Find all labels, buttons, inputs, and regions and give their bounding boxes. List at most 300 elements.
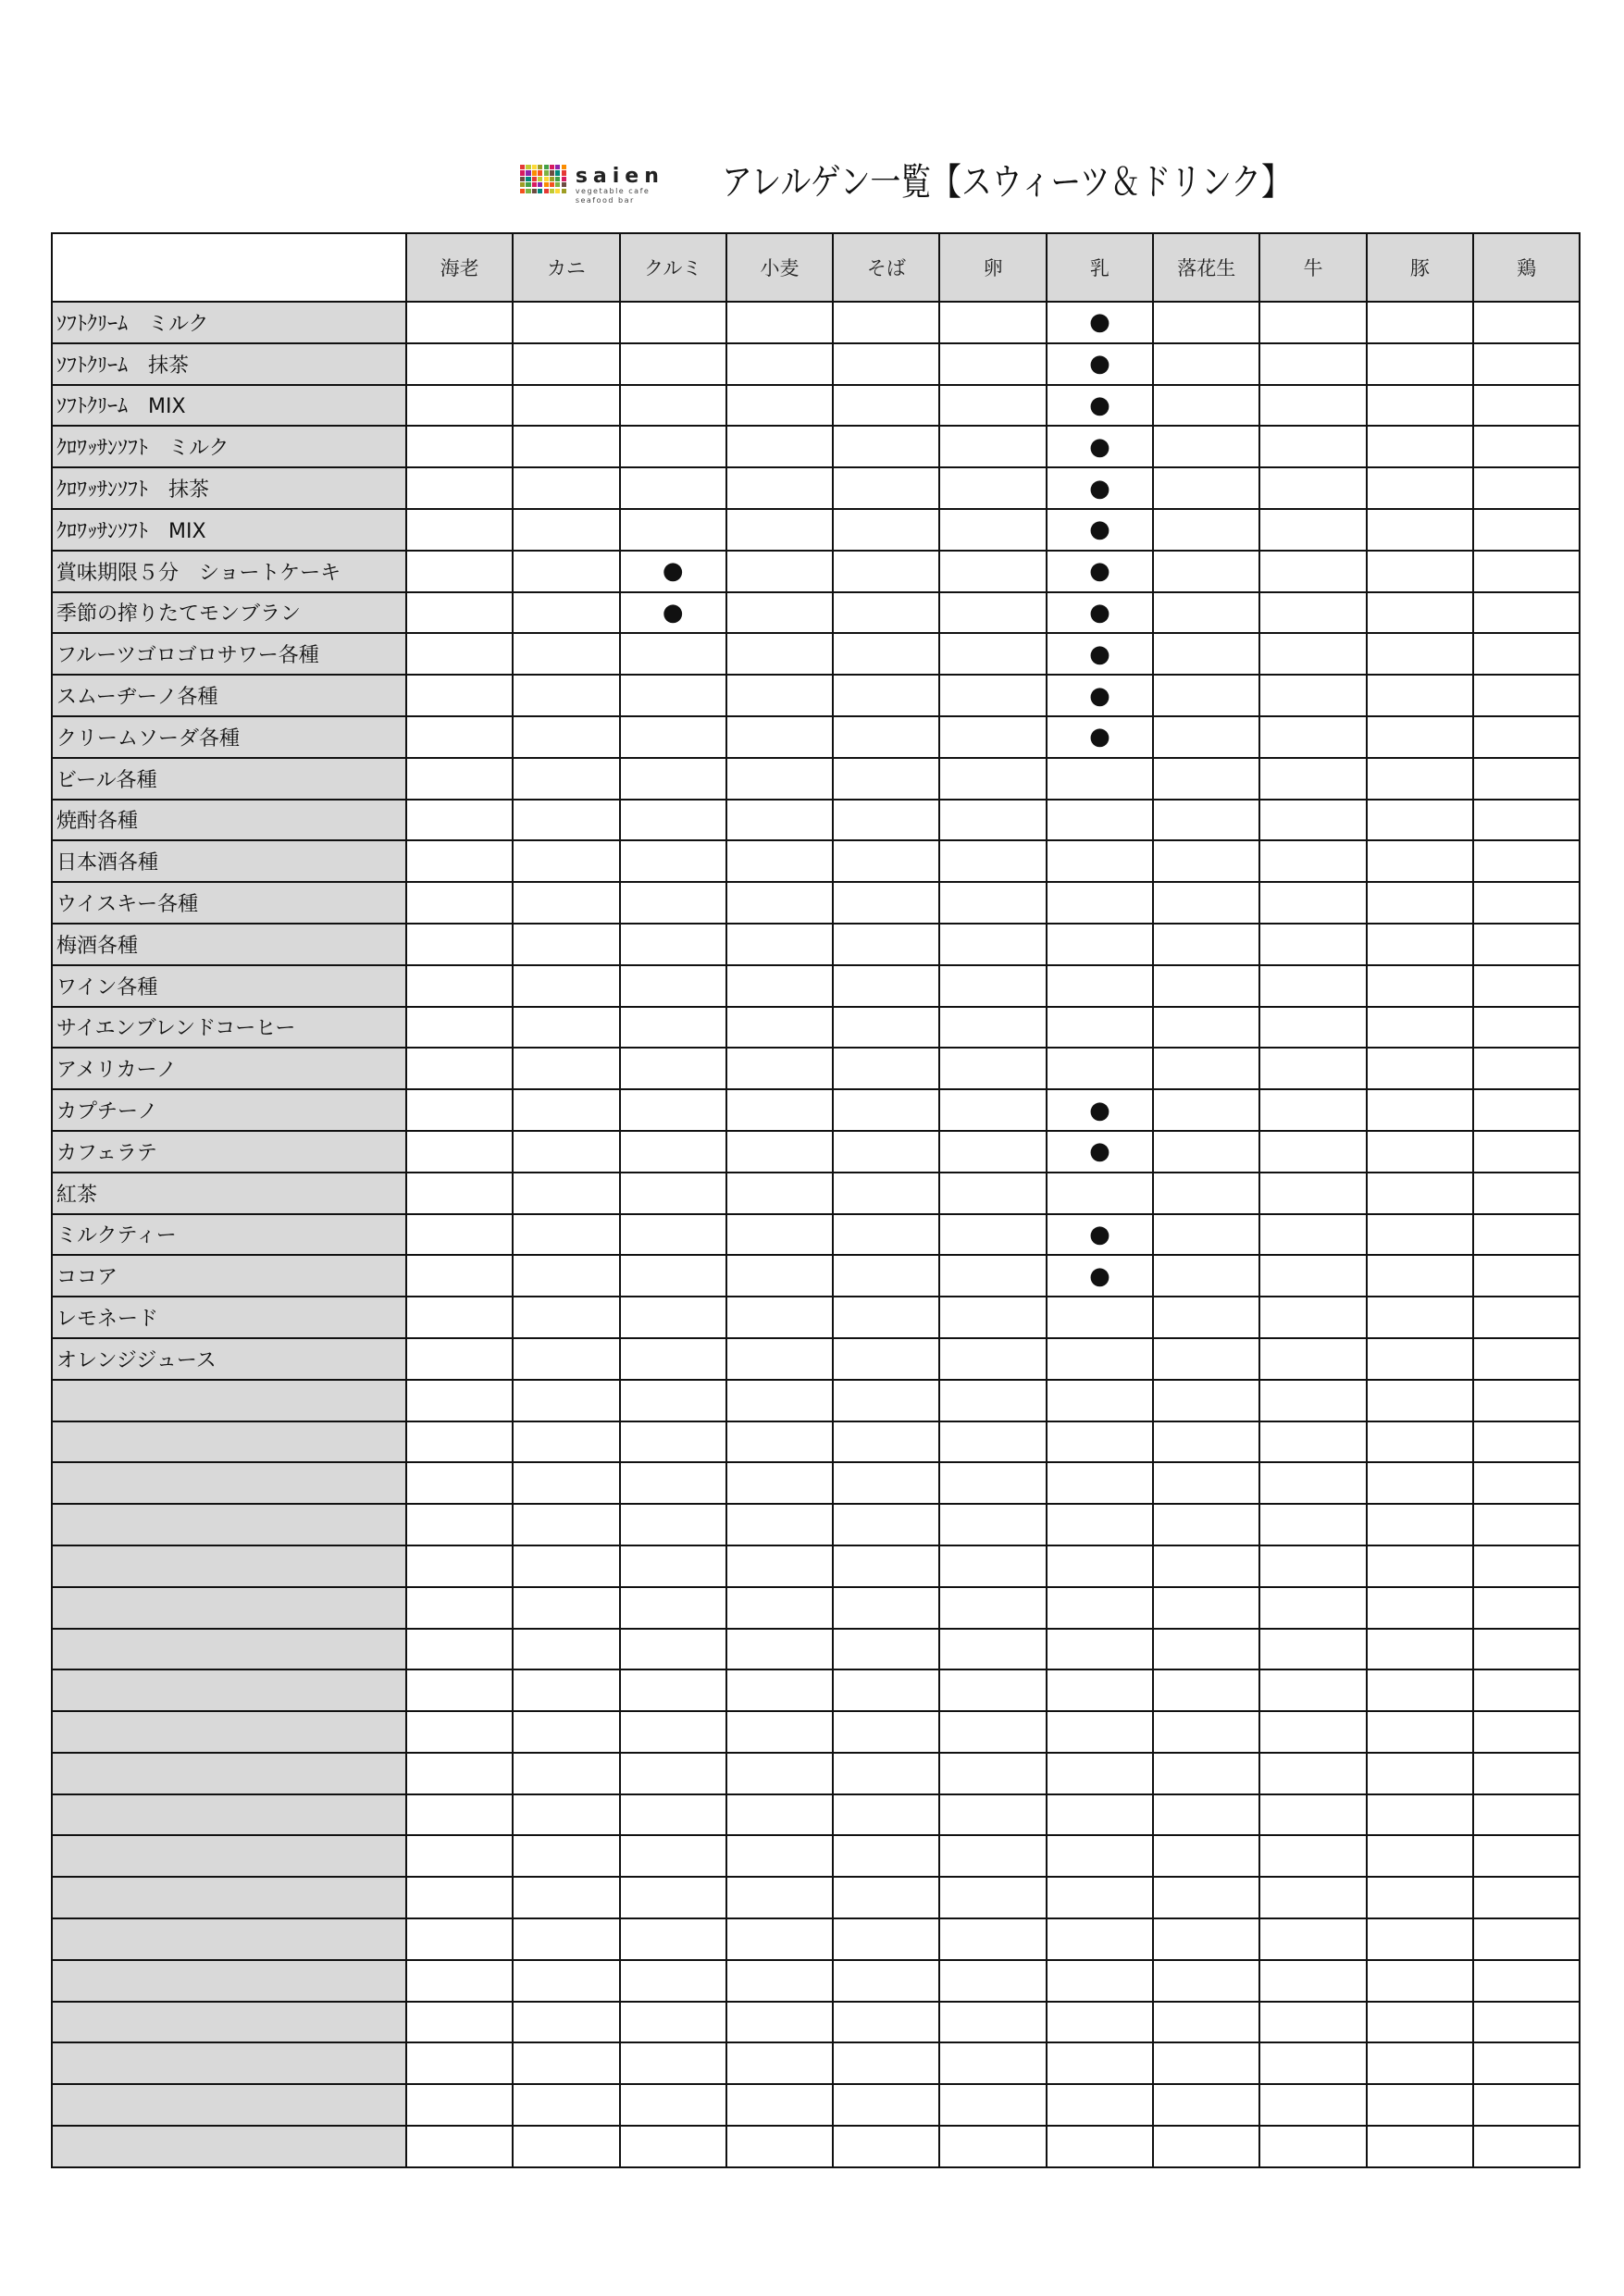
table-row bbox=[52, 1297, 1580, 1338]
allergen-cell bbox=[620, 385, 726, 427]
table-row bbox=[52, 1753, 1580, 1794]
allergen-cell bbox=[620, 1711, 726, 1753]
allergen-cell bbox=[406, 551, 513, 592]
logo-tile bbox=[544, 170, 549, 175]
allergen-cell bbox=[1473, 1545, 1580, 1587]
logo-tile bbox=[562, 170, 566, 175]
allergen-cell bbox=[1367, 1131, 1473, 1173]
allergen-mark-icon: ● bbox=[1089, 723, 1110, 751]
table-row bbox=[52, 716, 1580, 758]
logo-tile bbox=[538, 177, 542, 181]
table-row bbox=[52, 1007, 1580, 1049]
item-name-cell bbox=[52, 1753, 406, 1794]
allergen-cell bbox=[939, 1629, 1046, 1670]
allergen-cell bbox=[1367, 302, 1473, 343]
allergen-cell bbox=[620, 675, 726, 716]
allergen-cell bbox=[1153, 1669, 1259, 1711]
allergen-cell bbox=[1153, 1297, 1259, 1338]
table-row bbox=[52, 1545, 1580, 1587]
logo-tile bbox=[562, 165, 566, 169]
allergen-cell bbox=[833, 1048, 939, 1089]
allergen-cell bbox=[1259, 1835, 1366, 1877]
allergen-cell bbox=[406, 1629, 513, 1670]
allergen-cell bbox=[406, 1380, 513, 1421]
allergen-cell bbox=[1367, 2084, 1473, 2126]
allergen-cell bbox=[1259, 1504, 1366, 1545]
allergen-cell bbox=[513, 592, 619, 634]
allergen-cell bbox=[833, 675, 939, 716]
allergen-cell bbox=[726, 1794, 833, 1836]
allergen-cell bbox=[513, 1753, 619, 1794]
saien-logo bbox=[520, 165, 664, 205]
allergen-mark-icon: ● bbox=[1089, 557, 1110, 586]
allergen-cell bbox=[1367, 1504, 1473, 1545]
allergen-cell bbox=[620, 1297, 726, 1338]
logo-tile bbox=[550, 189, 554, 193]
table-row bbox=[52, 302, 1580, 343]
item-name-cell: 焼酎各種 bbox=[52, 800, 406, 841]
allergen-cell bbox=[406, 1504, 513, 1545]
allergen-cell bbox=[1473, 1380, 1580, 1421]
allergen-cell bbox=[620, 1669, 726, 1711]
allergen-cell bbox=[726, 592, 833, 634]
allergen-cell bbox=[1047, 840, 1153, 882]
allergen-cell bbox=[1473, 965, 1580, 1007]
allergen-cell bbox=[726, 302, 833, 343]
allergen-cell bbox=[833, 800, 939, 841]
allergen-cell bbox=[833, 1877, 939, 1918]
allergen-cell bbox=[620, 882, 726, 924]
allergen-cell bbox=[833, 1545, 939, 1587]
allergen-cell bbox=[406, 882, 513, 924]
allergen-cell bbox=[833, 509, 939, 551]
allergen-cell bbox=[620, 2084, 726, 2126]
allergen-cell bbox=[1259, 1214, 1366, 1256]
allergen-cell bbox=[513, 1380, 619, 1421]
allergen-cell bbox=[939, 385, 1046, 427]
item-name-cell: アメリカーノ bbox=[52, 1048, 406, 1089]
allergen-cell bbox=[1473, 467, 1580, 509]
logo-tile bbox=[532, 189, 537, 193]
allergen-cell bbox=[726, 882, 833, 924]
allergen-cell bbox=[1153, 2126, 1259, 2167]
logo-tile bbox=[526, 170, 530, 175]
allergen-cell bbox=[1473, 882, 1580, 924]
allergen-cell bbox=[1259, 1794, 1366, 1836]
table-row bbox=[52, 1629, 1580, 1670]
allergen-cell bbox=[1473, 385, 1580, 427]
allergen-cell bbox=[620, 1587, 726, 1629]
allergen-cell bbox=[1153, 1629, 1259, 1670]
allergen-cell bbox=[1259, 675, 1366, 716]
table-row bbox=[52, 2084, 1580, 2126]
table-row bbox=[52, 633, 1580, 675]
allergen-cell bbox=[1259, 302, 1366, 343]
allergen-cell bbox=[406, 1173, 513, 1214]
item-name-cell: 季節の搾りたてモンブラン bbox=[52, 592, 406, 634]
allergen-cell bbox=[1367, 1048, 1473, 1089]
allergen-cell bbox=[1259, 2042, 1366, 2084]
item-name-cell: サイエンブレンドコーヒー bbox=[52, 1007, 406, 1049]
allergen-cell bbox=[939, 1048, 1046, 1089]
allergen-cell bbox=[1153, 924, 1259, 965]
allergen-cell bbox=[1367, 426, 1473, 467]
item-name-cell: オレンジジュース bbox=[52, 1338, 406, 1380]
allergen-cell bbox=[833, 1794, 939, 1836]
allergen-cell bbox=[833, 1214, 939, 1256]
allergen-cell bbox=[726, 1462, 833, 1504]
table-row bbox=[52, 592, 1580, 634]
allergen-mark-icon: ● bbox=[1089, 639, 1110, 668]
allergen-cell bbox=[1473, 302, 1580, 343]
logo-tile bbox=[550, 165, 554, 169]
allergen-cell bbox=[620, 302, 726, 343]
item-name-cell: ワイン各種 bbox=[52, 965, 406, 1007]
allergen-cell bbox=[1473, 1835, 1580, 1877]
allergen-cell bbox=[406, 1131, 513, 1173]
table-row bbox=[52, 1380, 1580, 1421]
allergen-cell bbox=[406, 675, 513, 716]
table-row bbox=[52, 1960, 1580, 2002]
allergen-cell bbox=[726, 840, 833, 882]
allergen-cell bbox=[1153, 1918, 1259, 1960]
allergen-cell bbox=[620, 1960, 726, 2002]
allergen-header-egg: 卵 bbox=[939, 233, 1046, 302]
allergen-cell bbox=[726, 924, 833, 965]
item-name-cell bbox=[52, 1587, 406, 1629]
allergen-cell bbox=[513, 2042, 619, 2084]
allergen-cell bbox=[1047, 965, 1153, 1007]
allergen-cell bbox=[726, 1131, 833, 1173]
logo-tile bbox=[555, 182, 560, 187]
allergen-cell bbox=[939, 1960, 1046, 2002]
allergen-cell bbox=[406, 2002, 513, 2043]
allergen-cell bbox=[1367, 675, 1473, 716]
allergen-cell bbox=[513, 924, 619, 965]
allergen-cell bbox=[1473, 1089, 1580, 1131]
allergen-cell bbox=[513, 1669, 619, 1711]
allergen-cell bbox=[1259, 840, 1366, 882]
allergen-header-beef: 牛 bbox=[1259, 233, 1366, 302]
allergen-cell bbox=[406, 1960, 513, 2002]
item-name-cell bbox=[52, 1669, 406, 1711]
allergen-cell bbox=[513, 1545, 619, 1587]
logo-tile bbox=[520, 177, 525, 181]
allergen-cell bbox=[939, 2042, 1046, 2084]
allergen-header-shrimp: 海老 bbox=[406, 233, 513, 302]
item-name-cell bbox=[52, 1960, 406, 2002]
allergen-cell bbox=[939, 1711, 1046, 1753]
allergen-cell bbox=[620, 716, 726, 758]
allergen-cell bbox=[620, 1048, 726, 1089]
allergen-cell bbox=[513, 1173, 619, 1214]
allergen-cell bbox=[1473, 1794, 1580, 1836]
allergen-cell bbox=[1047, 1131, 1153, 1173]
allergen-header-milk: 乳 bbox=[1047, 233, 1153, 302]
allergen-cell bbox=[1047, 1173, 1153, 1214]
item-name-cell bbox=[52, 1711, 406, 1753]
allergen-cell bbox=[1259, 1338, 1366, 1380]
allergen-cell bbox=[1153, 1504, 1259, 1545]
allergen-cell bbox=[1473, 343, 1580, 385]
allergen-cell bbox=[1473, 1338, 1580, 1380]
allergen-cell bbox=[1367, 343, 1473, 385]
allergen-cell bbox=[833, 1629, 939, 1670]
allergen-cell bbox=[1259, 633, 1366, 675]
allergen-cell bbox=[1473, 633, 1580, 675]
allergen-cell bbox=[513, 2084, 619, 2126]
table-row bbox=[52, 758, 1580, 800]
allergen-cell bbox=[1259, 800, 1366, 841]
allergen-cell bbox=[1153, 1753, 1259, 1794]
allergen-cell bbox=[1367, 1629, 1473, 1670]
allergen-cell bbox=[726, 1835, 833, 1877]
allergen-cell bbox=[1259, 924, 1366, 965]
allergen-cell bbox=[513, 1297, 619, 1338]
allergen-cell bbox=[939, 1504, 1046, 1545]
logo-tile bbox=[550, 177, 554, 181]
allergen-cell bbox=[1259, 1711, 1366, 1753]
allergen-cell bbox=[726, 1504, 833, 1545]
allergen-cell bbox=[833, 385, 939, 427]
allergen-cell bbox=[406, 633, 513, 675]
allergen-cell bbox=[726, 1380, 833, 1421]
allergen-cell bbox=[620, 1338, 726, 1380]
allergen-cell bbox=[1047, 385, 1153, 427]
allergen-cell bbox=[1153, 1214, 1259, 1256]
item-name-cell bbox=[52, 1877, 406, 1918]
logo-tile bbox=[544, 189, 549, 193]
page-header bbox=[0, 157, 1624, 222]
allergen-cell bbox=[726, 426, 833, 467]
allergen-cell bbox=[1367, 1297, 1473, 1338]
allergen-cell bbox=[1153, 1711, 1259, 1753]
allergen-cell bbox=[620, 1918, 726, 1960]
allergen-cell bbox=[833, 965, 939, 1007]
allergen-mark-icon: ● bbox=[1089, 1220, 1110, 1248]
allergen-cell bbox=[406, 467, 513, 509]
allergen-cell bbox=[1153, 1131, 1259, 1173]
logo-tile bbox=[538, 182, 542, 187]
allergen-cell bbox=[726, 385, 833, 427]
allergen-cell bbox=[620, 467, 726, 509]
table-row bbox=[52, 1587, 1580, 1629]
allergen-cell bbox=[833, 343, 939, 385]
allergen-cell bbox=[833, 1711, 939, 1753]
allergen-cell bbox=[1153, 1587, 1259, 1629]
allergen-cell bbox=[1473, 1877, 1580, 1918]
allergen-cell bbox=[726, 1711, 833, 1753]
allergen-cell bbox=[726, 1173, 833, 1214]
allergen-cell bbox=[620, 2002, 726, 2043]
allergen-cell bbox=[1367, 1421, 1473, 1463]
allergen-cell bbox=[1367, 800, 1473, 841]
allergen-cell bbox=[513, 2126, 619, 2167]
allergen-cell bbox=[620, 924, 726, 965]
allergen-cell bbox=[406, 509, 513, 551]
allergen-cell bbox=[1367, 1545, 1473, 1587]
item-name-cell: ｿﾌﾄｸﾘｰﾑ ミルク bbox=[52, 302, 406, 343]
item-name-cell bbox=[52, 1918, 406, 1960]
allergen-cell bbox=[833, 1587, 939, 1629]
allergen-cell bbox=[513, 1048, 619, 1089]
allergen-cell bbox=[833, 1173, 939, 1214]
allergen-cell bbox=[939, 924, 1046, 965]
allergen-cell bbox=[406, 1669, 513, 1711]
allergen-cell bbox=[1259, 509, 1366, 551]
item-name-cell: ミルクティー bbox=[52, 1214, 406, 1256]
allergen-cell bbox=[1047, 2084, 1153, 2126]
allergen-cell bbox=[1473, 1669, 1580, 1711]
table-row bbox=[52, 1835, 1580, 1877]
allergen-cell bbox=[620, 965, 726, 1007]
allergen-cell bbox=[833, 551, 939, 592]
allergen-cell bbox=[513, 1504, 619, 1545]
allergen-cell bbox=[833, 758, 939, 800]
allergen-cell bbox=[1259, 1297, 1366, 1338]
allergen-cell bbox=[1473, 758, 1580, 800]
allergen-cell bbox=[513, 1214, 619, 1256]
allergen-cell bbox=[620, 2126, 726, 2167]
logo-tile bbox=[544, 177, 549, 181]
allergen-cell bbox=[1259, 1669, 1366, 1711]
allergen-cell bbox=[513, 1421, 619, 1463]
allergen-mark-icon: ● bbox=[1089, 1261, 1110, 1290]
allergen-cell bbox=[1259, 1462, 1366, 1504]
allergen-cell bbox=[513, 467, 619, 509]
item-name-cell bbox=[52, 1462, 406, 1504]
allergen-cell bbox=[1367, 551, 1473, 592]
allergen-cell bbox=[833, 2126, 939, 2167]
table-row bbox=[52, 467, 1580, 509]
allergen-cell bbox=[1367, 965, 1473, 1007]
allergen-cell bbox=[726, 965, 833, 1007]
allergen-cell bbox=[406, 1918, 513, 1960]
item-name-cell: 紅茶 bbox=[52, 1173, 406, 1214]
allergen-cell bbox=[939, 343, 1046, 385]
logo-tile bbox=[544, 182, 549, 187]
allergen-cell bbox=[1153, 840, 1259, 882]
allergen-header-peanut: 落花生 bbox=[1153, 233, 1259, 302]
allergen-cell bbox=[1473, 509, 1580, 551]
allergen-cell bbox=[1473, 1421, 1580, 1463]
allergen-cell bbox=[726, 1007, 833, 1049]
allergen-cell bbox=[513, 965, 619, 1007]
allergen-cell bbox=[726, 1297, 833, 1338]
allergen-cell bbox=[1367, 1794, 1473, 1836]
allergen-cell bbox=[1153, 592, 1259, 634]
logo-tile bbox=[544, 165, 549, 169]
allergen-cell bbox=[1367, 1214, 1473, 1256]
allergen-cell bbox=[1367, 1380, 1473, 1421]
allergen-cell bbox=[620, 1504, 726, 1545]
allergen-cell bbox=[726, 1918, 833, 1960]
allergen-cell bbox=[1367, 1753, 1473, 1794]
allergen-cell bbox=[1047, 716, 1153, 758]
allergen-cell bbox=[406, 716, 513, 758]
allergen-cell bbox=[1153, 758, 1259, 800]
allergen-cell bbox=[833, 1338, 939, 1380]
allergen-cell bbox=[1153, 1255, 1259, 1297]
allergen-cell bbox=[1047, 2126, 1153, 2167]
item-name-cell: 日本酒各種 bbox=[52, 840, 406, 882]
allergen-cell bbox=[1367, 2126, 1473, 2167]
allergen-cell bbox=[1153, 1421, 1259, 1463]
logo-tile bbox=[550, 182, 554, 187]
allergen-cell bbox=[513, 551, 619, 592]
allergen-cell bbox=[1047, 1048, 1153, 1089]
allergen-cell bbox=[513, 385, 619, 427]
allergen-cell bbox=[1153, 965, 1259, 1007]
allergen-cell bbox=[833, 1835, 939, 1877]
allergen-cell bbox=[1047, 1669, 1153, 1711]
allergen-cell bbox=[939, 551, 1046, 592]
allergen-cell bbox=[726, 343, 833, 385]
allergen-cell bbox=[1473, 2126, 1580, 2167]
item-name-cell bbox=[52, 2126, 406, 2167]
allergen-cell bbox=[406, 592, 513, 634]
table-row bbox=[52, 1338, 1580, 1380]
allergen-cell bbox=[1473, 840, 1580, 882]
allergen-cell bbox=[1367, 1587, 1473, 1629]
allergen-cell bbox=[726, 1089, 833, 1131]
allergen-cell bbox=[1473, 675, 1580, 716]
allergen-cell bbox=[939, 1753, 1046, 1794]
allergen-cell bbox=[513, 1131, 619, 1173]
allergen-cell bbox=[1473, 1007, 1580, 1049]
logo-tagline-2: seafood bar bbox=[575, 196, 635, 205]
allergen-cell bbox=[513, 1835, 619, 1877]
allergen-cell bbox=[513, 800, 619, 841]
allergen-cell bbox=[1473, 2084, 1580, 2126]
allergen-cell bbox=[1473, 1629, 1580, 1670]
allergen-cell bbox=[1047, 1297, 1153, 1338]
allergen-cell bbox=[1259, 1380, 1366, 1421]
allergen-cell bbox=[1153, 1794, 1259, 1836]
allergen-cell bbox=[1259, 1131, 1366, 1173]
allergen-cell bbox=[1153, 1173, 1259, 1214]
allergen-cell bbox=[406, 1753, 513, 1794]
allergen-cell bbox=[833, 1131, 939, 1173]
allergen-cell bbox=[1153, 2002, 1259, 2043]
allergen-cell bbox=[1367, 1711, 1473, 1753]
allergen-cell bbox=[939, 1669, 1046, 1711]
allergen-cell bbox=[1153, 716, 1259, 758]
allergen-cell bbox=[513, 1918, 619, 1960]
allergen-cell bbox=[1153, 1338, 1259, 1380]
allergen-cell bbox=[1259, 965, 1366, 1007]
allergen-cell bbox=[513, 1794, 619, 1836]
allergen-cell bbox=[406, 1587, 513, 1629]
allergen-cell bbox=[1153, 467, 1259, 509]
allergen-cell bbox=[1259, 716, 1366, 758]
allergen-cell bbox=[513, 343, 619, 385]
allergen-cell bbox=[1367, 882, 1473, 924]
allergen-cell bbox=[1473, 1173, 1580, 1214]
allergen-cell bbox=[939, 1462, 1046, 1504]
allergen-cell bbox=[1259, 2084, 1366, 2126]
allergen-cell bbox=[1153, 675, 1259, 716]
table-row bbox=[52, 675, 1580, 716]
allergen-cell bbox=[726, 1629, 833, 1670]
item-name-cell: カプチーノ bbox=[52, 1089, 406, 1131]
table-row bbox=[52, 1711, 1580, 1753]
allergen-cell bbox=[406, 1338, 513, 1380]
allergen-header-walnut: クルミ bbox=[620, 233, 726, 302]
logo-mosaic-icon bbox=[520, 165, 566, 193]
table-row bbox=[52, 1918, 1580, 1960]
allergen-cell bbox=[1153, 302, 1259, 343]
